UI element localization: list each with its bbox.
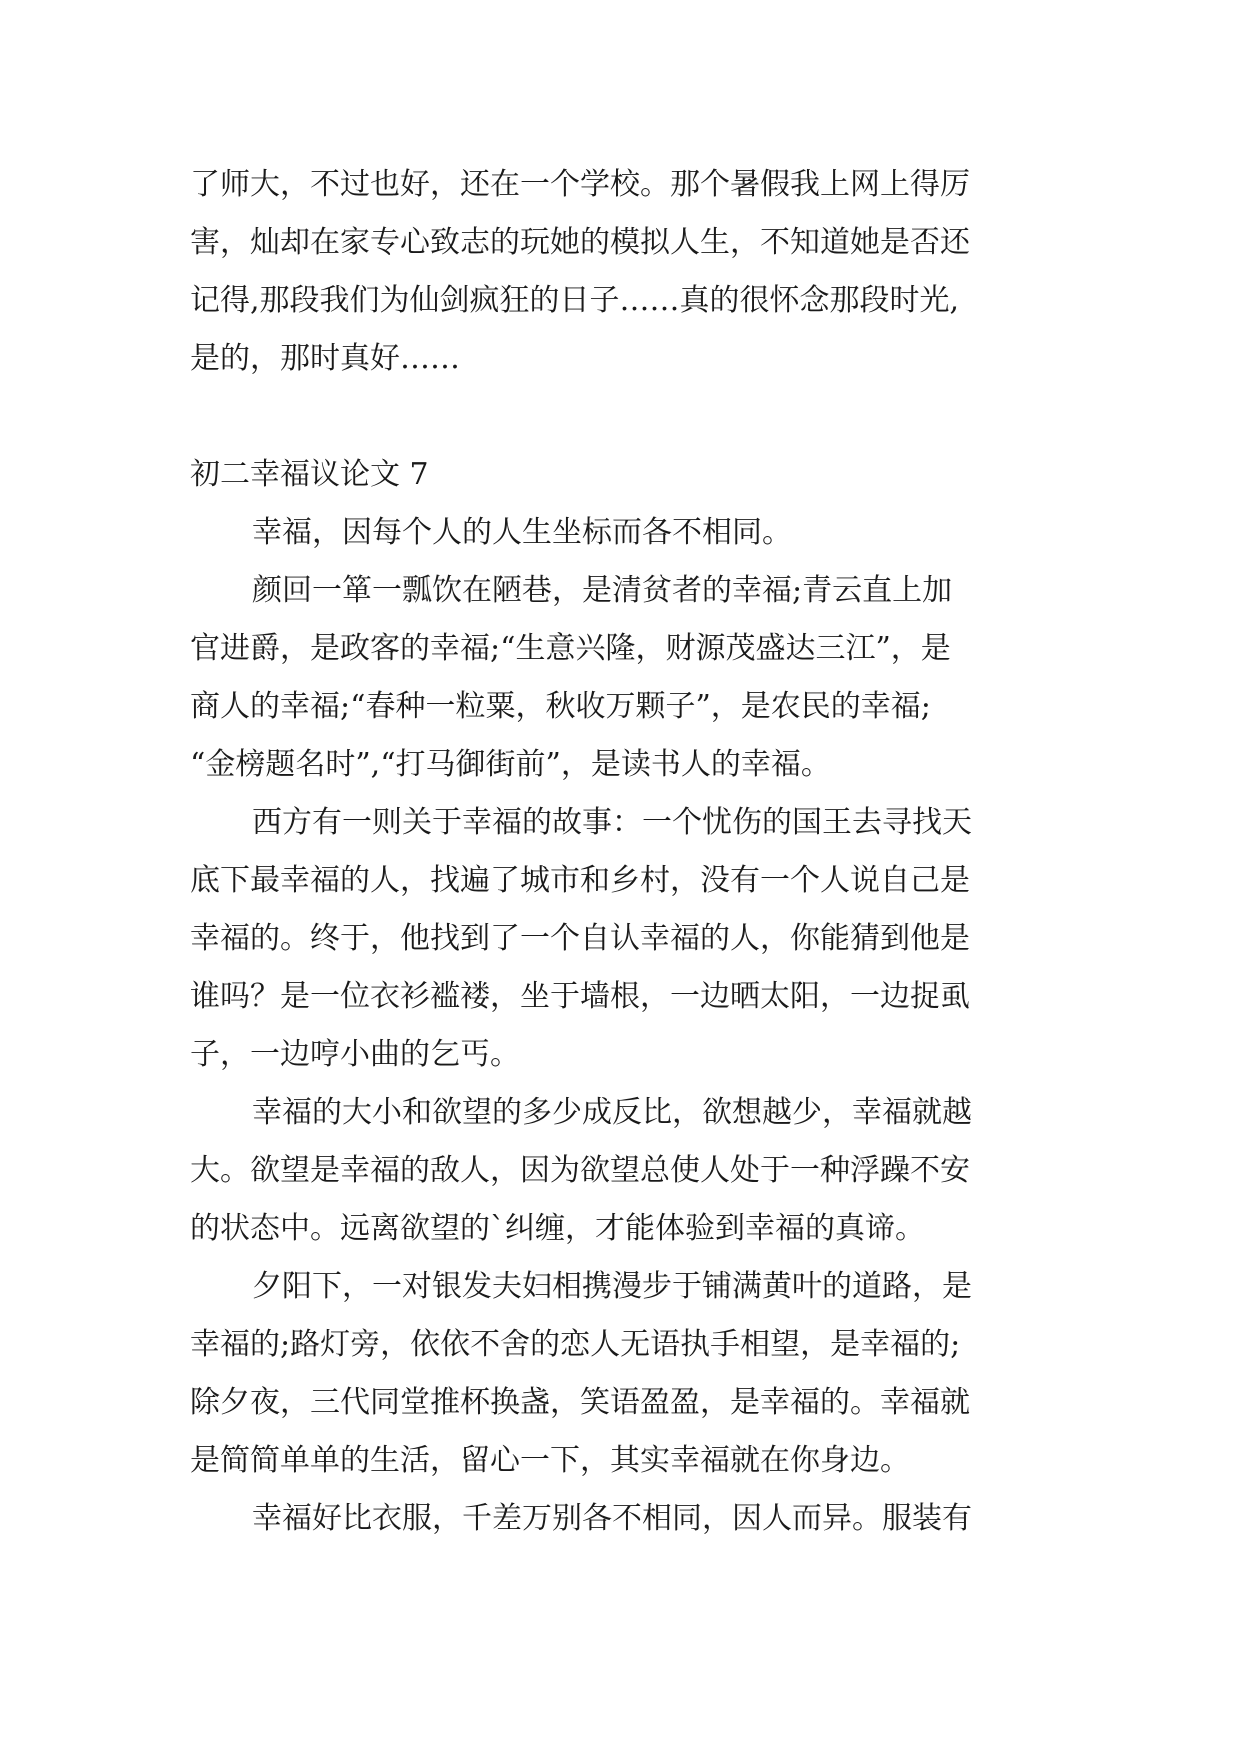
- paragraph-line: 幸福的大小和欲望的多少成反比，欲想越少，幸福就越: [252, 1095, 972, 1130]
- paragraph-line: 幸福好比衣服，千差万别各不相同，因人而异。服装有: [252, 1501, 972, 1536]
- paragraph-line: 商人的幸福;“春种一粒粟，秋收万颗子”，是农民的幸福;: [190, 689, 931, 724]
- paragraph-line: 大。欲望是幸福的敌人，因为欲望总使人处于一种浮躁不安: [190, 1153, 970, 1188]
- intro-line: 是的，那时真好……: [190, 341, 460, 376]
- paragraph-line: 是简简单单的生活，留心一下，其实幸福就在你身边。: [190, 1443, 910, 1478]
- paragraph-line: “金榜题名时”,“打马御街前”，是读书人的幸福。: [190, 747, 831, 782]
- intro-paragraph: [190, 156, 1070, 388]
- paragraph-line: 谁吗？是一位衣衫褴褛，坐于墙根，一边晒太阳，一边捉虱: [190, 979, 970, 1014]
- paragraph-line: 除夕夜，三代同堂推杯换盏，笑语盈盈，是幸福的。幸福就: [190, 1385, 970, 1420]
- paragraph-line: 子，一边哼小曲的乞丐。: [190, 1037, 520, 1072]
- paragraph-line: 颜回一箪一瓢饮在陋巷，是清贫者的幸福;青云直上加: [252, 573, 953, 608]
- paragraph-line: 的状态中。远离欲望的`纠缠，才能体验到幸福的真谛。: [190, 1211, 925, 1246]
- paragraph-line: 幸福，因每个人的人生坐标而各不相同。: [252, 515, 792, 550]
- paragraph-line: 幸福的。终于，他找到了一个自认幸福的人，你能猜到他是: [190, 921, 970, 956]
- intro-line: 害，灿却在家专心致志的玩她的模拟人生，不知道她是否还: [190, 225, 970, 260]
- paragraph-line: 夕阳下，一对银发夫妇相携漫步于铺满黄叶的道路，是: [252, 1269, 972, 1304]
- paragraph-line: 底下最幸福的人，找遍了城市和乡村，没有一个人说自己是: [190, 863, 970, 898]
- section-heading-block: [190, 446, 1070, 504]
- paragraph-line: 幸福的;路灯旁，依依不舍的恋人无语执手相望，是幸福的;: [190, 1327, 961, 1362]
- article-body: [190, 504, 1070, 1548]
- intro-line: 记得,那段我们为仙剑疯狂的日子……真的很怀念那段时光,: [190, 283, 960, 318]
- paragraph-line: 西方有一则关于幸福的故事：一个忧伤的国王去寻找天: [252, 805, 972, 840]
- intro-line: 了师大，不过也好，还在一个学校。那个暑假我上网上得厉: [190, 167, 970, 202]
- section-title: 初二幸福议论文 7: [190, 457, 429, 492]
- paragraph-line: 官进爵，是政客的幸福;“生意兴隆，财源茂盛达三江”，是: [190, 631, 951, 666]
